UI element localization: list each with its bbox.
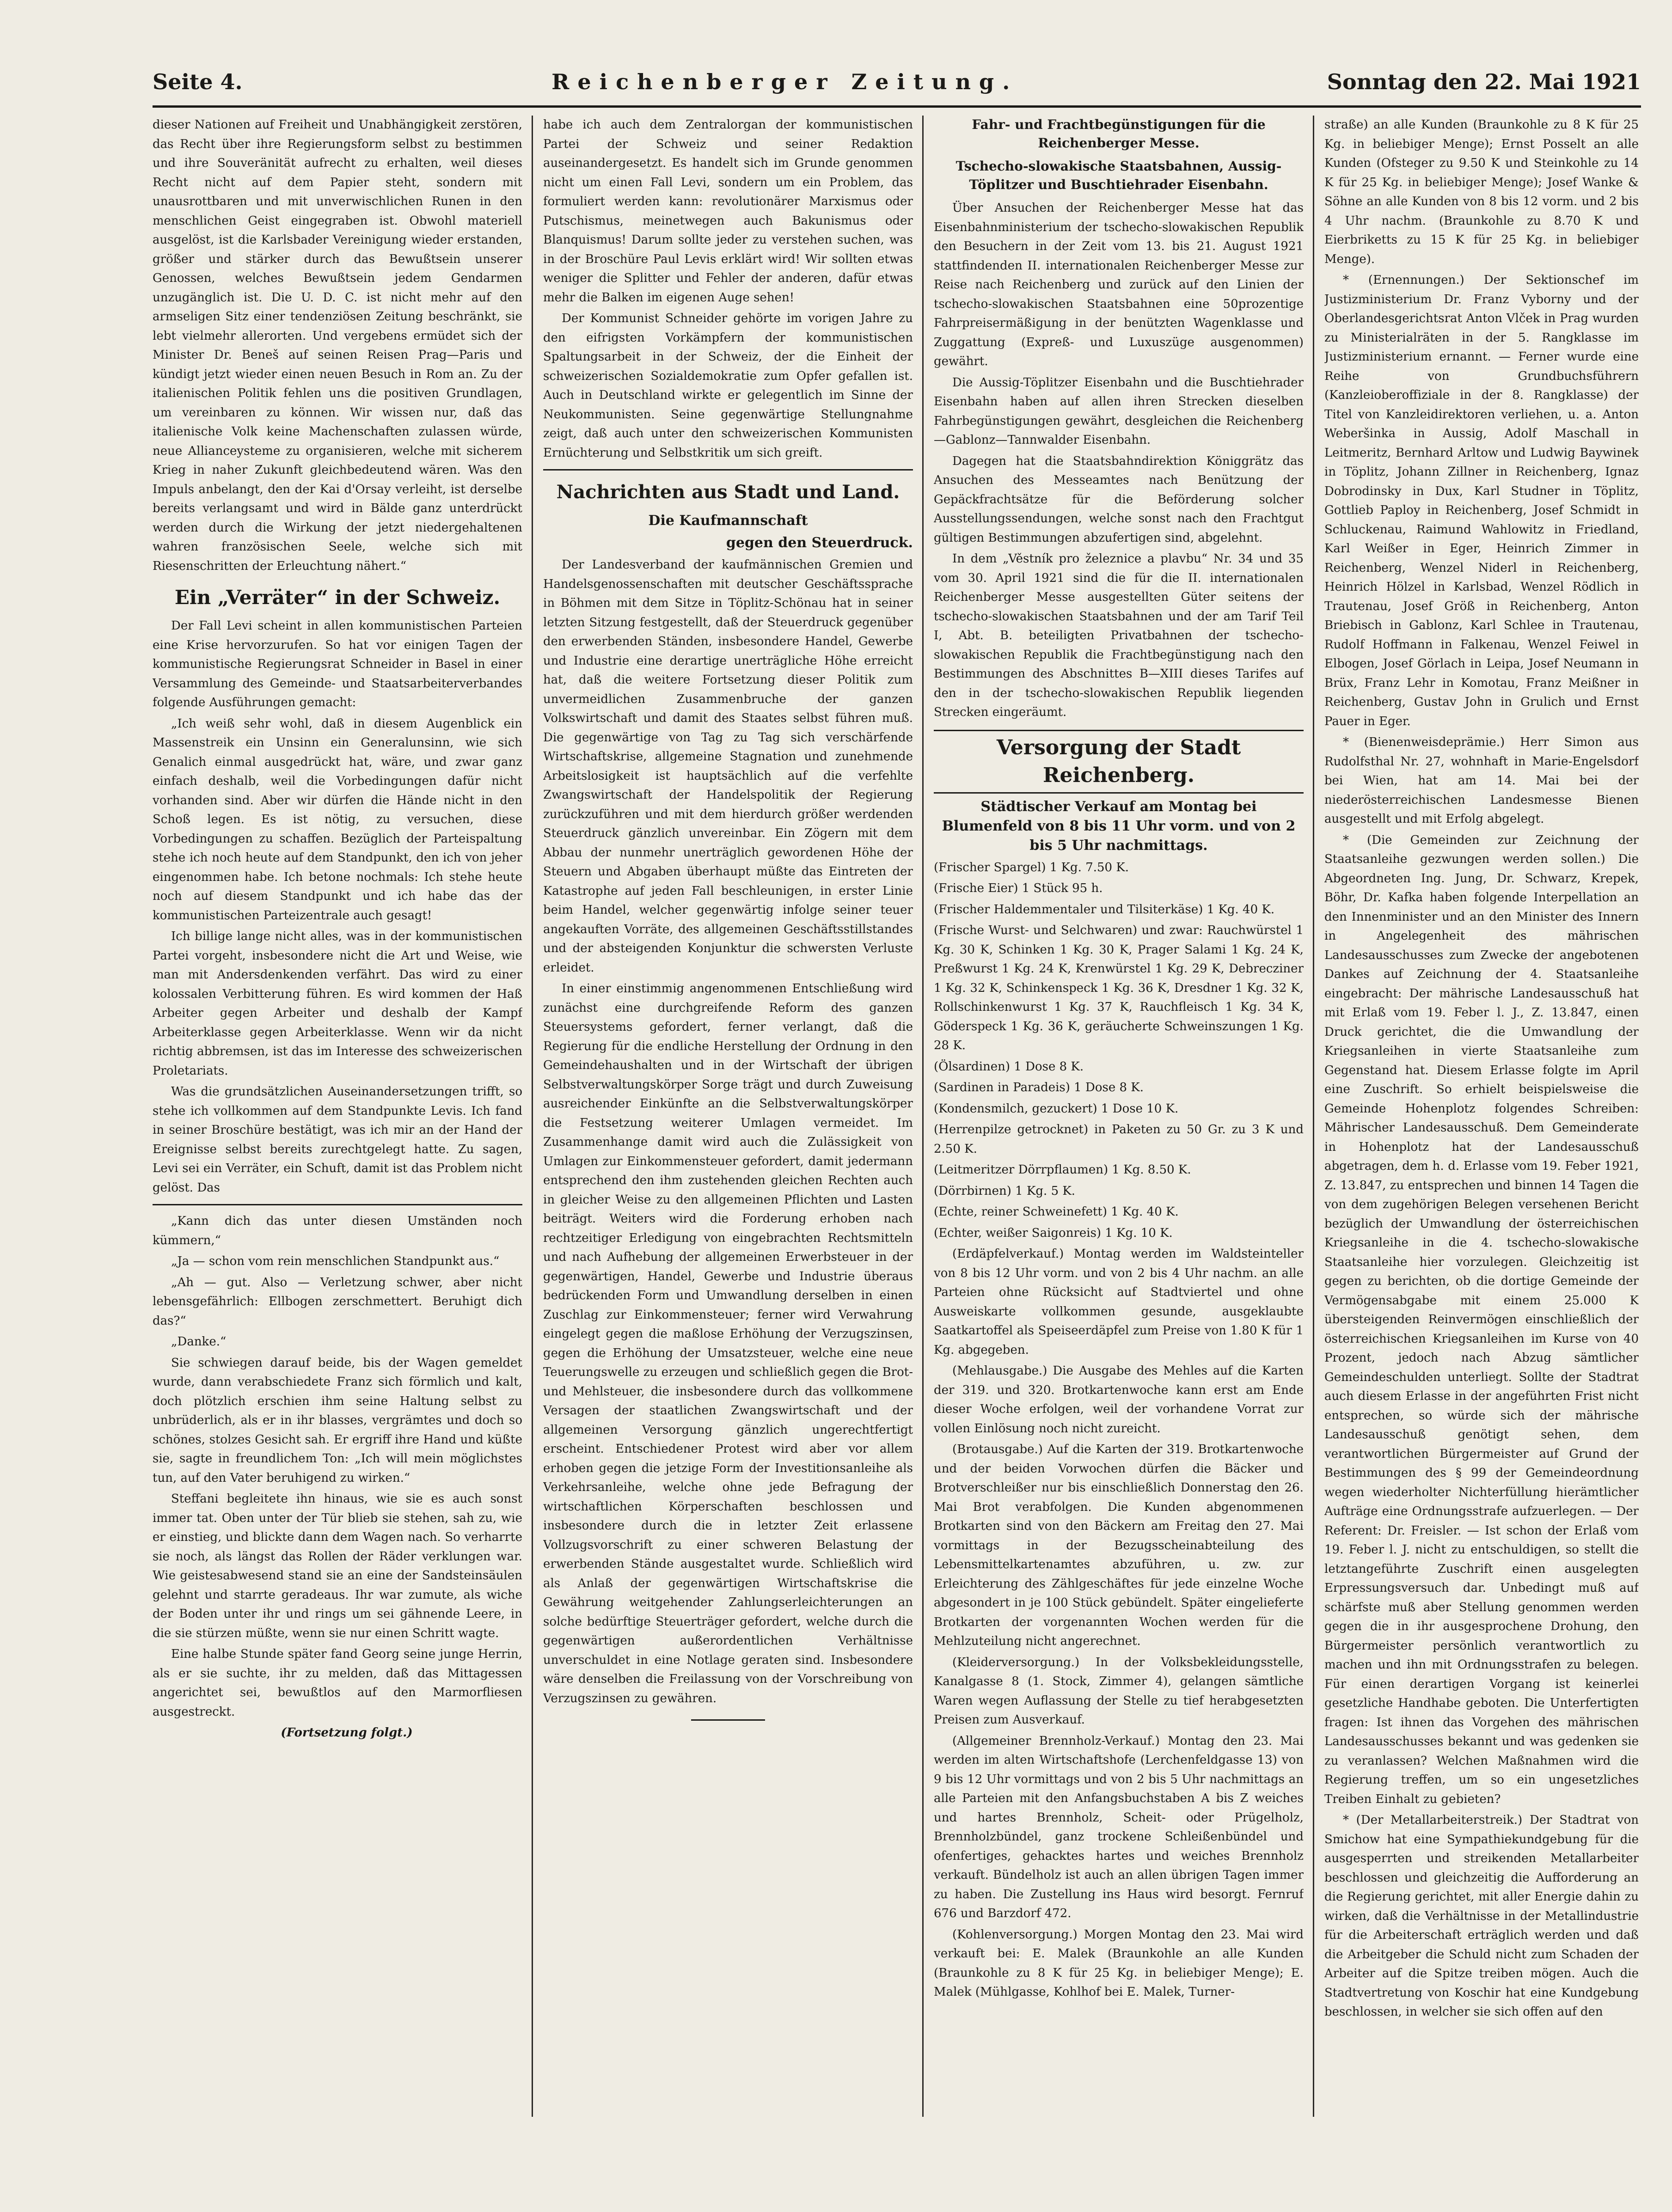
page-number: Seite 4.: [153, 69, 243, 94]
column-rule: [922, 116, 924, 2117]
paragraph: (Brotausgabe.) Auf die Karten der 319. Brotkartenwoche und der beiden Vorwochen dürfen die Bäcker und Brotverschleißer nur bis einschließlich Donnerstag den 26. Mai Brot verabfolgen. Die Kunden abgenommenen Brotkarten sind von den Bäckern am Freitag den 27. Mai vormittags in der Bezugsscheinabteilung des Lebensmittelkartenamtes abzuführen, u. zw. zur Erleichterung des Zählgeschäftes für jede einzelne Woche abgesondert in je 100 Stück gebündelt. Später eingelieferte Brotkarten der vorgenannten Wochen werden für die Mehlzuteilung nicht angerechnet.: [934, 1442, 1304, 1648]
paragraph: (Mehlausgabe.) Die Ausgabe des Mehles auf die Karten der 319. und 320. Brotkartenwoche kann erst am Ende dieser Woche erfolgen, weil der vorhandene Vorrat zur vollen Einlösung noch nicht zureicht.: [934, 1364, 1304, 1436]
section-divider: [543, 469, 913, 471]
price-item: (Ölsardinen) 1 Dose 8 K.: [934, 1059, 1084, 1074]
header-rule: [153, 105, 1641, 108]
column-4: [1324, 116, 1639, 2117]
article-continuation: dieser Nationen auf Freiheit und Unabhängigkeit zerstören, das Recht über ihre Regierungsform selbst zu bestimmen und ihre Souveränität aufrecht zu erhalten, weil dieses Recht nicht auf dem Papier steht, sondern mit unausrottbaren und mit unverwischlichen Runen in den menschlichen Geist eingegraben ist. Obwohl materiell ausgelöst, ist die Karlsbader Vereinigung wieder erstanden, größer und stärker durch das Bewußtsein unserer Genossen, welches Bewußtsein jedem Gendarmen unzugänglich ist. Die U. D. C. ist nicht mehr auf den armseligen Sitz einer tendenziösen Zeitung beschränkt, sie lebt vielmehr allerorten. Und vergebens ermüdet sich der Minister Dr. Beneš auf seinen Reisen Prag—Paris und kündigt jetzt wieder einen neuen Besuch in Rom an. Zu der italienischen Politik fehlen uns die positiven Grundlagen, um vereinbaren zu können. Wir wissen nur, daß das italienische Volk keine Machenschaften zulassen würde, neue Allianceysteme zu organisieren, welche mit sicherem Krieg in naher Zukunft gleichbedeutend wären. Was den Impuls anbelangt, den der Kai d'Orsay verleiht, ist derselbe bereits verlangsamt und wird in Bälde ganz unterdrückt werden durch die Wirkung der jetzt niedergehaltenen wahren französischen Seele, welche sich mit Riesenschritten der Erleuchtung nähert.“: [153, 118, 522, 573]
paragraph: „Ich weiß sehr wohl, daß in diesem Augenblick ein Massenstreik ein Unsinn ein Generalunsinn, wie sich Genalich einmal ausgedrückt hat, wäre, und zwar ganz einfach deshalb, weil die Vorbedingungen dafür nicht vorhanden sind. Aber wir dürfen die Hände nicht in den Schoß legen. Es ist nötig, zu versuchen, diese Vorbedingungen zu schaffen. Bezüglich der Parteispaltung stehe ich noch heute auf dem Standpunkt, den ich von jeher eingenommen habe. Ich betone nochmals: Ich stehe heute noch auf diesem Standpunkt und ich habe das der kommunistischen Parteizentrale auch gesagt!: [153, 716, 522, 923]
column-rule: [532, 116, 533, 2117]
subheadline: gegen den Steuerdruck.: [726, 535, 913, 551]
price-item: (Echter, weißer Saigonreis) 1 Kg. 10 K.: [934, 1226, 1173, 1240]
price-item: (Sardinen in Paradeis) 1 Dose 8 K.: [934, 1081, 1144, 1094]
price-item: (Dörrbirnen) 1 Kg. 5 K.: [934, 1184, 1076, 1198]
feuilleton-divider: [153, 1204, 522, 1205]
subheadline: Städtischer Verkauf am Montag bei Blumenfeld von 8 bis 11 Uhr vorm. und von 2 bis 5 Uhr nachmittags.: [942, 798, 1296, 854]
paragraph: Der Fall Levi scheint in allen kommunistischen Parteien eine Krise hervorzurufen. So hat vor einigen Tagen der kommunistische Regierungsrat Schneider in Basel in einer Versammlung des Gemeinde- und Staatsarbeiterverbandes folgende Ausführungen gemacht:: [153, 619, 522, 709]
price-item: (Kondensmilch, gezuckert) 1 Dose 10 K.: [934, 1101, 1179, 1116]
price-item: (Frische Wurst- und Selchwaren) und zwar: Rauchwürstel 1 Kg. 30 K, Schinken 1 Kg. 30 K, Prager Salami 1 Kg. 24 K, Preßwurst 1 Kg. 24 K, Krenwürstel 1 Kg. 29 K, Debrecziner 1 Kg. 32 K, Schinkenspeck 1 Kg. 36 K, Dresdner 1 Kg. 32 K, Rollschinkenwurst 1 Kg. 37 K, Rauchfleisch 1 Kg. 34 K, Göderspeck 1 Kg. 36 K, geräucherte Schweinszungen 1 Kg. 28 K.: [934, 923, 1304, 1052]
paragraph: * (Ernennungen.) Der Sektionschef im Justizministerium Dr. Franz Vyborny und der Oberlandesgerichtsrat Anton Vlček in Prag wurden zu Ministerialräten in der 5. Rangklasse im Justizministerium ernannt. — Ferner wurde eine Reihe von Grundbuchsführern (Kanzleioberoffiziale in der 8. Rangklasse) der Titel von Kanzleidirektoren verliehen, u. a. Anton Weberšinka in Aussig, Adolf Maschall in Leitmeritz, Bernhard Arltow und Ludwig Baywinek in Töplitz, Johann Zillner in Reichenberg, Ignaz Dobrodinsky in Dux, Karl Studner in Töplitz, Gottlieb Paploy in Reichenberg, Josef Schmidt in Schluckenau, Raimund Wahlowitz in Friedland, Karl Weißer in Eger, Heinrich Zimmer in Reichenberg, Wenzel Niderl in Reichenberg, Heinrich Hölzel in Karlsbad, Wenzel Rödlich in Trautenau, Josef Größ in Reichenberg, Anton Briebisch in Gablonz, Karl Schlee in Trautenau, Rudolf Hoffmann in Falkenau, Wenzel Feiwel in Elbogen, Josef Görlach in Leipa, Josef Neumann in Brüx, Franz Lehr in Komotau, Franz Meißner in Reichenberg, Gustav John in Grulich und Ernst Pauer in Eger.: [1324, 273, 1639, 728]
paragraph: Der Landesverband der kaufmännischen Gremien und Handelsgenossenschaften mit deutscher Geschäftssprache in Böhmen mit dem Sitze in Töplitz-Schönau hat in seiner letzten Sitzung festgestellt, daß der Steuerdruck gegenüber den erwerbenden Ständen, insbesondere Handel, Gewerbe und Industrie eine derartige unerträgliche Höhe erreicht hat, daß die weitere Fortsetzung dieser Politik zum unvermeidlichen Zusammenbruche der ganzen Volkswirtschaft und damit des Staates selbst führen muß. Die gegenwärtige von Tag zu Tag sich verschärfende Wirtschaftskrise, allgemeine Stagnation und zunehmende Arbeitslosigkeit ist hauptsächlich auf die verfehlte Zwangswirtschaft der Handelspolitik der Regierung zurückzuführen und mit dem hierdurch größer werdenden Steuerdruck gänzlich unvereinbar. Ein Zögern mit dem Abbau der nunmehr unerträglich gewordenen Höhe der Steuern und Abgaben überhaupt müßte das Eintreten der Katastrophe auf jeden Fall beschleunigen, in erster Linie beim Handel, welcher gegenwärtig infolge seiner teuer angekauften Vorräte, des allgemeinen Geschäftsstillstandes und der absteigenden Konjunktur die schwersten Verluste erleidet.: [543, 558, 913, 975]
paragraph: * (Bienenweisdeprämie.) Herr Simon aus Rudolfsthal Nr. 27, wohnhaft in Marie-Engelsdorf bei Wien, hat am 14. Mai bei der niederösterreichischen Landesmesse Bienen ausgestellt und mit Erfolg abgelegt.: [1324, 735, 1639, 826]
column-1: [153, 116, 522, 2117]
paragraph: * (Die Gemeinden zur Zeichnung der Staatsanleihe gezwungen werden sollen.) Die Abgeordneten Ing. Jung, Dr. Schwarz, Krepek, Böhr, Dr. Kafka haben folgende Interpellation an den Innenminister und an den Minister des Innern in Angelegenheit des mährischen Landesausschusses zum Zwecke der angebotenen Dankes auf Zeichnung der 4. Staatsanleihe eingebracht: Der mährische Landesausschuß hat mit Erlaß vom 19. Feber l. J., Z. 13.847, einen Druck gerichtet, die die Umwandlung der Kriegsanleihen in vierte Staatsanleihe zum Gegenstand hat. Diesem Erlasse folgte im April eine Zuschrift. So erhielt beispielsweise die Gemeinde Hohenplotz folgendes Schreiben: Mährischer Landesausschuß. Dem Gemeinderate in Hohenplotz hat der Landesausschuß abgetragen, dem h. d. Erlasse vom 19. Feber 1921, Z. 13.847, zu entsprechen und binnen 14 Tagen die von dem zugehörigen Belegen versehenen Bericht bezüglich der Umwandlung der österreichischen Kriegsanleihe in die 4. tschecho-slowakische Staatsanleihe hier vorzulegen. Gleichzeitig ist gegen zu berichten, ob die dortige Gemeinde der Vermögensabgabe mit einem 25.000 K übersteigenden Reinvermögen einschließlich der österreichischen Kriegsanleihen im Kurse von 40 Prozent, jedoch nach Abzug sämtlicher Gemeindeschulden unterliegt. Sollte der Stadtrat auch diesem Erlasse in der angeführten Frist nicht entsprechen, so würde sich der mährische Landesausschuß genötigt sehen, dem verantwortlichen Bürgermeister auf Grund der Bestimmungen des § 99 der Gemeindeordnung wegen wiederholter Nichterfüllung hierämtlicher Aufträge eine Ordnungsstrafe aufzuerlegen. — Der Referent: Dr. Freisler. — Ist schon der Erlaß vom 19. Feber l. J. nicht zu entschuldigen, so stellt die letztangeführte Zuschrift einen ausgelegten Erpressungsversuch dar. Unbedingt muß auf schärfste muß aber Stellung genommen werden gegen die in ihr ausgesprochene Drohung, den Bürgermeister persönlich verantwortlich zu machen und ihn mit Ordnungsstrafen zu belegen. Für einen derartigen Vorgang ist keinerlei gesetzliche Handhabe geboten. Die Unterfertigten fragen: Ist ihnen das Vorgehen des mährischen Landesausschusses bekannt und was gedenken sie zu veranlassen? Welchen Maßnahmen wird die Regierung treffen, um so ein ungesetzliches Treiben Einhalt zu gebieten?: [1324, 833, 1639, 1806]
paragraph: * (Der Metallarbeiterstreik.) Der Stadtrat von Smichow hat eine Sympathiekundgebung für die ausgesperrten und streikenden Metallarbeiter beschlossen und gleichzeitig die Aufforderung an die Regierung gerichtet, mit aller Energie dahin zu wirken, daß die Verhältnisse in der Metallindustrie für die Arbeiterschaft erträglich werden und daß die Arbeitgeber die Schuld nicht zum Schaden der Arbeiter auf die Spitze treiben mögen. Auch die Stadtvertretung von Koschir hat eine Kundgebung beschlossen, in welcher sie sich offen auf den: [1324, 1813, 1639, 2019]
price-item: (Echte, reiner Schweinefett) 1 Kg. 40 K.: [934, 1205, 1179, 1219]
column-rule: [1313, 116, 1314, 2117]
page-header: [153, 69, 1641, 102]
paragraph: (Kleiderversorgung.) In der Volksbekleidungsstelle, Kanalgasse 8 (1. Stock, Zimmer 4), gelangen sämtliche Waren wegen Auflassung der Stelle zu tief herabgesetzten Preisen zum Ausverkauf.: [934, 1655, 1304, 1727]
paragraph: Über Ansuchen der Reichenberger Messe hat das Eisenbahnministerium der tschecho-slowakischen Republik den Besuchern in der Zeit vom 13. bis 21. August 1921 stattfindenden II. internationalen Reichenberger Messe zur Reise nach Reichenberg und zurück auf den Linien der tschecho-slowakischen Staatsbahnen eine 50prozentige Fahrpreisermäßigung in der benützten Wagenklasse und Zuggattung (Expreß- und Luxuszüge ausgenommen) gewährt.: [934, 201, 1304, 368]
paragraph: (Kohlenversorgung.) Morgen Montag den 23. Mai wird verkauft bei: E. Malek (Braunkohle an alle Kunden (Braunkohle zu 8 K für 25 Kg. in beliebiger Menge); E. Malek (Mühlgasse, Kohlhof bei E. Malek, Turner-: [934, 1927, 1304, 1999]
paragraph: Der Kommunist Schneider gehörte im vorigen Jahre zu den eifrigsten Vorkämpfern der kommunistischen Spaltungsarbeit in der Schweiz, der die Einheit der schweizerischen Sozialdemokratie zum Opfer gefallen ist. Auch in Deutschland wirkte er gelegentlich im Sinne der Neukommunisten. Seine gegenwärtige Stellungnahme zeigt, daß auch unter den schweizerischen Kommunisten Ernüchterung und Selbstkritik um sich greift.: [543, 312, 913, 460]
paragraph: Dagegen hat die Staatsbahndirektion Königgrätz das Ansuchen des Messeamtes nach Benützung der Gepäckfrachtsätze für die Beförderung solcher Ausstellungssendungen, welche sonst nach den Frachtgut gültigen Bestimmungen abzufertigen sind, abgelehnt.: [934, 454, 1304, 545]
paragraph: Die Aussig-Töplitzer Eisenbahn und die Buschtiehrader Eisenbahn haben auf allen ihren Strecken dieselben Fahrbegünstigungen gewährt, desgleichen die Reichenberg—Gablonz—Tannwalder Eisenbahn.: [934, 375, 1304, 447]
newspaper-title: Reichenberger Zeitung.: [551, 69, 1018, 94]
paragraph: (Erdäpfelverkauf.) Montag werden im Waldsteinteller von 8 bis 12 Uhr vorm. und von 2 bis 4 Uhr nachm. an alle Parteien ohne Rücksicht auf Stadtviertel und ohne Ausweiskarte vollkommen gesunde, ausgeklaubte Saatkartoffel als Speiseerdäpfel zum Preise von 1.80 K für 1 Kg. abgegeben.: [934, 1247, 1304, 1357]
price-item: (Frischer Haldemmentaler und Tilsiterkäse) 1 Kg. 40 K.: [934, 902, 1275, 917]
issue-date: Sonntag den 22. Mai 1921: [1327, 69, 1641, 94]
paragraph: Ich billige lange nicht alles, was in der kommunistischen Partei vorgeht, insbesondere nicht die Art und Weise, wie man mit Andersdenkenden verfährt. Das wird zu einer kolossalen Verbitterung führen. Es wird kommen der Haß Arbeiter gegen Arbeiter und deshalb der Kampf Arbeiterklasse gegen Arbeiterklasse. Wenn wir da nicht richtig abbremsen, ist das im Interesse des schweizerischen Proletariats.: [153, 929, 522, 1078]
subheadline: Die Kaufmannschaft: [648, 513, 808, 529]
paragraph: „Danke.“: [171, 1335, 227, 1349]
headline-nachrichten: Nachrichten aus Stadt und Land.: [556, 481, 900, 503]
price-item: (Herrenpilze getrocknet) in Paketen zu 50 Gr. zu 3 K und 2.50 K.: [934, 1123, 1304, 1156]
paragraph: „Ah — gut. Also — Verletzung schwer, aber nicht lebensgefährlich: Ellbogen zerschmettert. Beruhigt dich das?“: [153, 1275, 522, 1328]
paragraph: Eine halbe Stunde später fand Georg seine junge Herrin, als er sie suchte, ihr zu melden, daß das Mittagessen angerichtet sei, bewußtlos auf den Marmorfliesen ausgestreckt.: [153, 1647, 522, 1719]
paragraph: In dem „Věstník pro železnice a plavbu“ Nr. 34 und 35 vom 30. April 1921 sind die für die II. internationalen Reichenberger Messe ausgestellten Güter seitens der tschecho-slowakischen Staatsbahnen und der am Tarif Teil I, Abt. B. beteiligten Privatbahnen der tschecho-slowakischen Republik die Frachtbegünstigung nach den Bestimmungen des Abschnittes B—XIII dieses Tarifes auf den in der tschecho-slowakischen Republik liegenden Strecken eingeräumt.: [934, 552, 1304, 719]
section-heading: Fahr- und Frachtbegünstigungen für die Reichenberger Messe.: [972, 117, 1266, 151]
paragraph: Steffani begleitete ihn hinaus, wie sie es auch sonst immer tat. Oben unter der Tür blieb sie stehen, sah zu, wie er einstieg, und blickte dann dem Wagen nach. So verharrte sie noch, als längst das Rollen der Räder verklungen war. Wie geistesabwesend stand sie an eine der Sandsteinsäulen gelehnt und starrte geradeaus. Ihr war zumute, als wiche der Boden unter ihr und rings um sei gähnende Leere, in die sie stürzen müßte, wenn sie nur einen Schritt wagte.: [153, 1492, 522, 1640]
paragraph: Sie schwiegen darauf beide, bis der Wagen gemeldet wurde, dann verabschiedete Franz sich förmlich und kalt, doch plötzlich erschien ihm seine Haltung selbst zu unbrüderlich, als er in ihr blasses, vergrämtes und doch so schönes, stolzes Gesicht sah. Er ergriff ihre Hand und küßte sie, sagte in freundlichem Ton: „Ich will mein möglichstes tun, auf den Vater beruhigend zu wirken.“: [153, 1356, 522, 1485]
section-subheading: Tschecho-slowakische Staatsbahnen, Aussig-Töplitzer und Buschtiehrader Eisenbahn.: [955, 159, 1282, 192]
headline-verraeter: Ein „Verräter“ in der Schweiz.: [174, 586, 501, 609]
column-3: [934, 116, 1304, 2117]
paragraph: In einer einstimmig angenommenen Entschließung wird zunächst eine durchgreifende Reform des ganzen Steuersystems gefordert, ferner verlangt, daß die Regierung für die endliche Herstellung der Ordnung in den Gemeindehaushalten und in der Wirtschaft der übrigen Selbstverwaltungskörper Sorge trägt und durch Zuweisung ausreichender Einkünfte an die Selbstverwaltungskörper die Festsetzung weiterer Umlagen vermeidet. Im Zusammenhange damit wird auch die Zulässigkeit von Umlagen zur Einkommensteuer gefordert, damit jedermann entsprechend den ihm zustehenden gleichen Rechten auch in gleicher Weise zu den allgemeinen Pflichten und Lasten beiträgt. Weiters wird die Forderung erhoben nach rechtzeitiger Erledigung von eingebrachten Rechtsmitteln und nach Aufhebung der allgemeinen Erwerbsteuer in der gegenwärtigen, Handel, Gewerbe und Industrie überaus bedrückenden Form und Umwandlung derselben in einen Zuschlag zur Einkommensteuer; ferner wird Verwahrung eingelegt gegen die maßlose Erhöhung der Verzugszinsen, gegen die Erhöhung der Umsatzsteuer, welche eine neue Teuerungswelle zu erzeugen und schließlich gegen die Brot- und Mehlsteuer, die insbesondere durch das vollkommene Versagen der staatlichen Zwangswirtschaft und der allgemeinen Versorgung gänzlich ungerechtfertigt erscheint. Entschiedener Protest wird aber vor allem erhoben gegen die jetzige Form der Investitionsanleihe als Verkehrsanleihe, welche ohne jede Befragung der wirtschaftlichen Körperschaften beschlossen und insbesondere durch die in letzter Zeit erlassene Vollzugsvorschrift zu einer schweren Belastung der erwerbenden Stände ausgestaltet wurde. Schließlich wird als Anlaß der gegenwärtigen Wirtschaftskrise die Gewährung weitgehender Zahlungserleichterungen an solche bedürftige Steuerträger gefordert, welche durch die gegenwärtigen außerordentlichen Verhältnisse unverschuldet in eine Notlage geraten sind. Insbesondere wäre denselben die Freilassung von der Vorschreibung von Verzugszinsen zu gewähren.: [543, 982, 913, 1705]
price-item: (Frische Eier) 1 Stück 95 h.: [934, 881, 1103, 895]
headline-versorgung: Versorgung der Stadt Reichenberg.: [934, 730, 1304, 794]
paragraph: habe ich auch dem Zentralorgan der kommunistischen Partei der Schweiz und seiner Redaktion auseinandergesetzt. Es handelt sich im Grunde genommen nicht um einen Fall Levi, sondern um ein Problem, das formuliert werden kann: revolutionärer Marxismus oder Putschismus, meinetwegen auch Bakunismus oder Blanquismus! Darum sollte jeder zu verstehen suchen, was in der Broschüre Paul Levis erklärt wird! Wir sollten etwas weniger die Splitter und Fehler der anderen, dafür etwas mehr die Balken im eigenen Auge sehen!: [543, 118, 913, 305]
continuation-note: (Fortsetzung folgt.): [281, 1726, 413, 1740]
paragraph: „Kann dich das unter diesen Umständen noch kümmern,“: [153, 1214, 522, 1247]
price-item: (Frischer Spargel) 1 Kg. 7.50 K.: [934, 860, 1129, 874]
price-item: (Leitmeritzer Dörrpflaumen) 1 Kg. 8.50 K.: [934, 1163, 1191, 1177]
paragraph: straße) an alle Kunden (Braunkohle zu 8 K für 25 Kg. in beliebiger Menge); Ernst Posselt an alle Kunden (Ofsteger zu 9.50 K und Steinkohle zu 14 K für 25 Kg. in beliebiger Menge); Josef Wanke & Söhne an alle Kunden von 8 bis 12 vorm. und 2 bis 4 Uhr nachm. (Braunkohle zu 8.70 K und Eierbriketts zu 15 K für 25 Kg. in beliebiger Menge).: [1324, 118, 1639, 266]
paragraph: Was die grundsätzlichen Auseinandersetzungen trifft, so stehe ich vollkommen auf dem Standpunkte Levis. Ich fand in seiner Broschüre bestätigt, was ich mir an der Hand der Ereignisse selbst bereits zurechtgelegt hatte. Zu sagen, Levi sei ein Verräter, ein Schuft, damit ist das Problem nicht gelöst. Das: [153, 1085, 522, 1195]
paragraph: (Allgemeiner Brennholz-Verkauf.) Montag den 23. Mai werden im alten Wirtschaftshofe (Lerchenfeldgasse 13) von 9 bis 12 Uhr vormittags und von 2 bis 5 Uhr nachmittags an alle Parteien mit den Anfangsbuchstaben A bis Z weiches und hartes Brennholz, Scheit- oder Prügelholz, Brennholzbündel, ganz trockene Schleißenbündel und ofenfertiges, gehacktes hartes und weiches Brennholz verkauft. Bündelholz ist auch an allen übrigen Tagen immer zu haben. Die Zustellung ins Haus wird besorgt. Fernruf 676 und Barzdorf 472.: [934, 1734, 1304, 1920]
paragraph: „Ja — schon vom rein menschlichen Standpunkt aus.“: [171, 1254, 500, 1268]
end-rule: [691, 1719, 765, 1721]
column-2: [543, 116, 913, 2117]
